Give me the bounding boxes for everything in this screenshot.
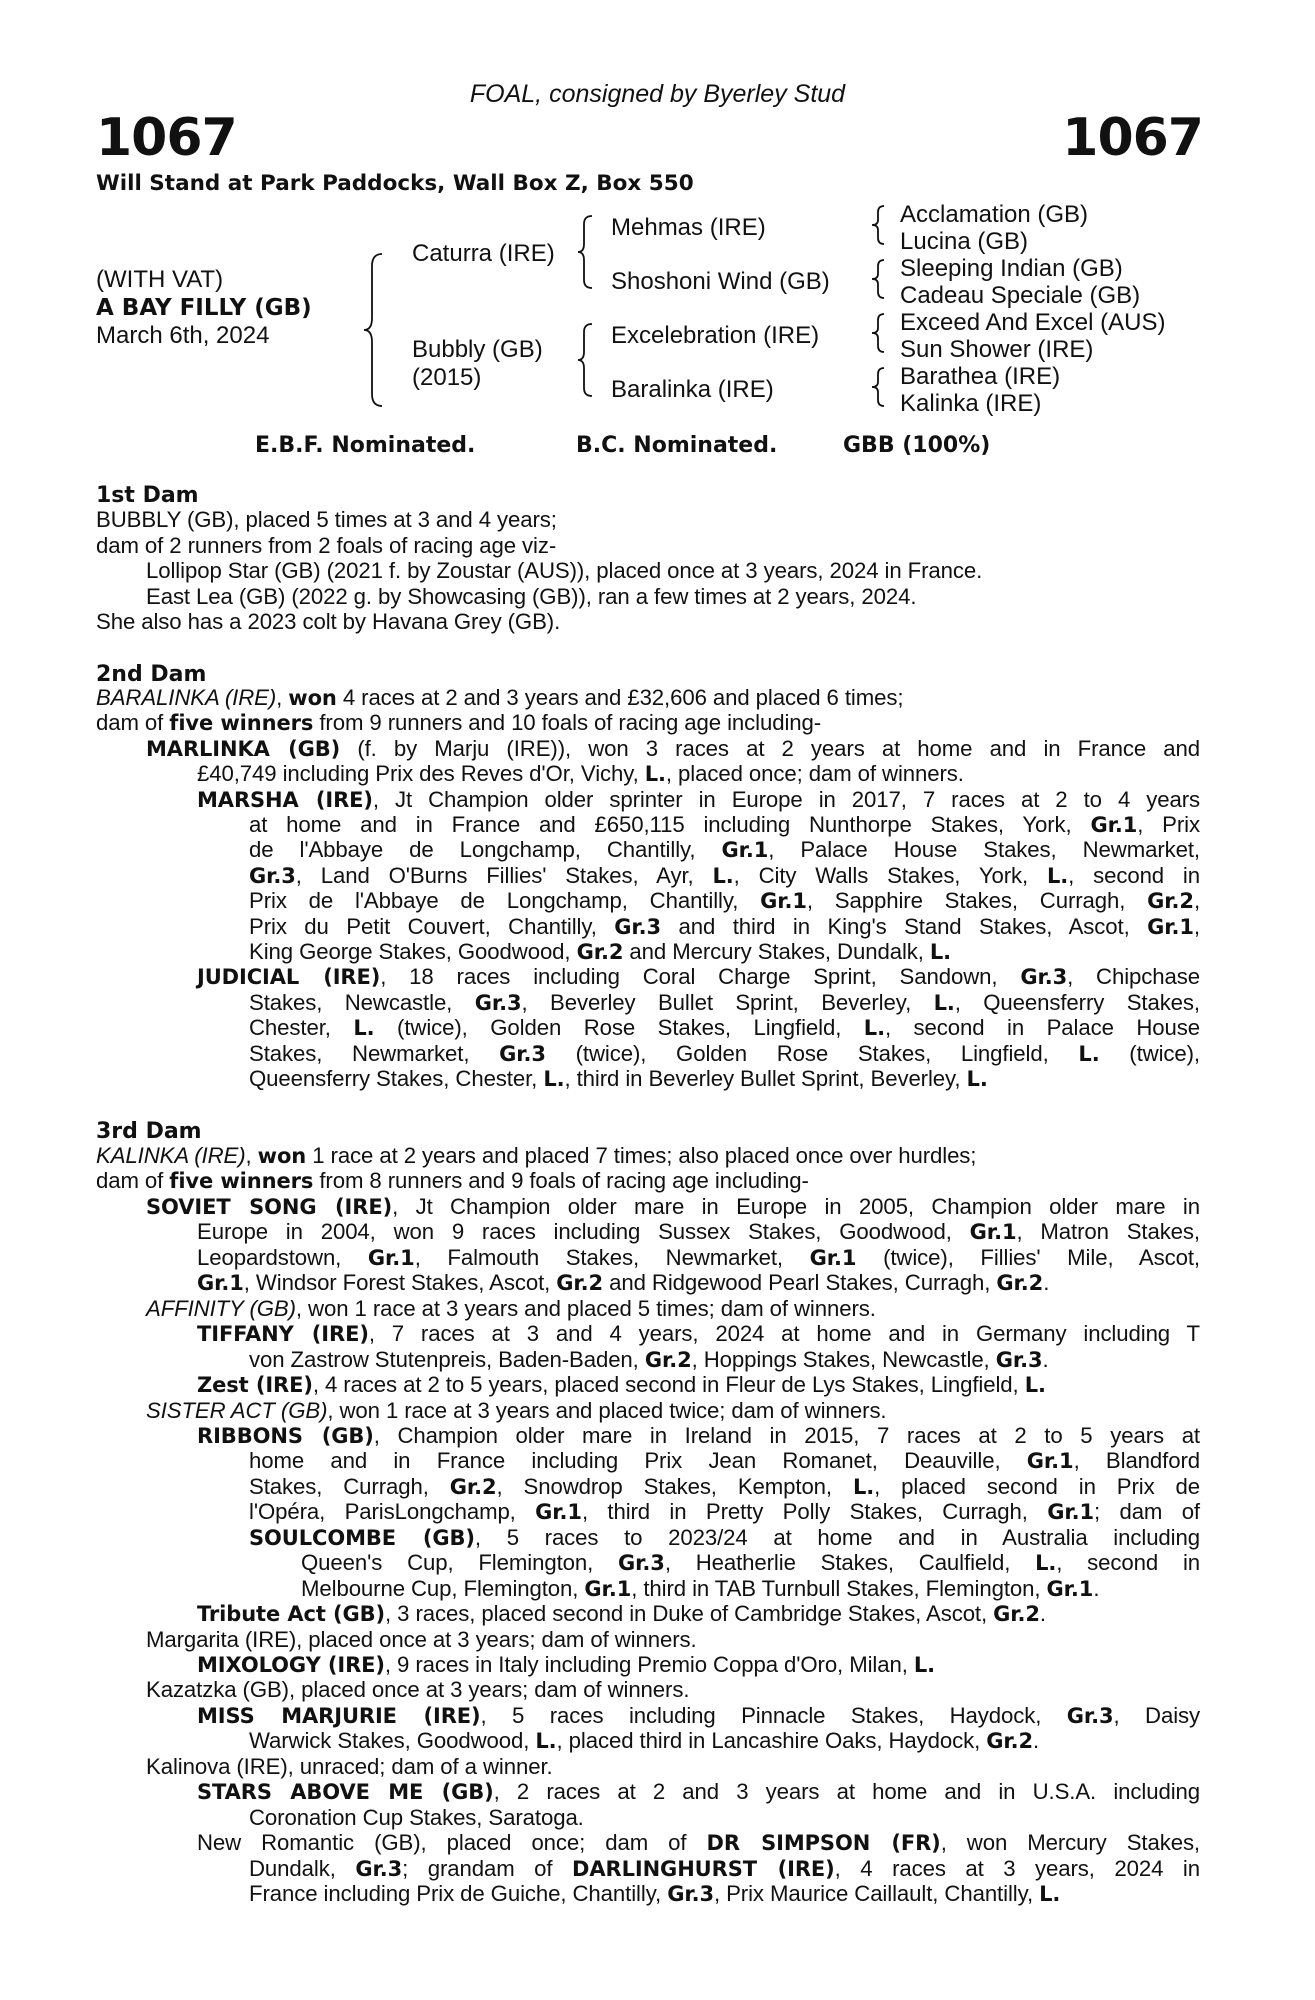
pedigree-line: Zest (IRE), 4 races at 2 to 5 years, placed second in Fleur de Lys Stakes, Lingfield, L. xyxy=(197,1372,1046,1398)
pedigree-g5: Exceed And Excel (AUS) xyxy=(900,309,1166,336)
lot-number-left: 1067 xyxy=(96,108,237,168)
pedigree-line: East Lea (GB) (2022 g. by Showcasing (GB)), ran a few times at 2 years, 2024. xyxy=(146,583,917,609)
pedigree-line: Kazatzka (GB), placed once at 3 years; dam of winners. xyxy=(146,1677,690,1703)
pedigree-line: MARSHA (IRE), Jt Champion older sprinter in Europe in 2017, 7 races at 2 to 4 years xyxy=(197,786,1200,812)
pedigree-line: dam of five winners from 8 runners and 9 foals of racing age including- xyxy=(96,1168,809,1194)
pedigree-line: MISS MARJURIE (IRE), 5 races including Pinnacle Stakes, Haydock, Gr.3, Daisy xyxy=(197,1702,1201,1728)
first-dam-heading: 1st Dam xyxy=(96,483,199,508)
pedigree-line: Chester, L. (twice), Golden Rose Stakes, Lingfield, L., second in Palace House xyxy=(249,1015,1201,1041)
pedigree-line: £40,749 including Prix des Reves d'Or, Vichy, L., placed once; dam of winners. xyxy=(197,761,964,787)
pedigree-line: BUBBLY (GB), placed 5 times at 3 and 4 years; xyxy=(96,507,557,532)
pedigree-g8: Kalinka (IRE) xyxy=(900,390,1042,417)
pedigree-line: Coronation Cup Stakes, Saratoga. xyxy=(249,1804,584,1830)
pedigree-line: SOULCOMBE (GB), 5 races to 2023/24 at home and in Australia including xyxy=(249,1524,1200,1550)
gbb-note: GBB (100%) xyxy=(843,433,991,458)
ebf-nomination: E.B.F. Nominated. xyxy=(255,433,476,458)
pedigree-bracket-dam xyxy=(578,322,602,402)
pedigree-line: Stakes, Newmarket, Gr.3 (twice), Golden Rose Stakes, Lingfield, L. (twice), xyxy=(249,1040,1200,1066)
pedigree-line: von Zastrow Stutenpreis, Baden-Baden, Gr.2, Hoppings Stakes, Newcastle, Gr.3. xyxy=(249,1346,1049,1372)
pedigree-line: Warwick Stakes, Goodwood, L., placed third in Lancashire Oaks, Haydock, Gr.2. xyxy=(249,1728,1040,1754)
pedigree-line: Prix du Petit Couvert, Chantilly, Gr.3 and third in King's Stand Stakes, Ascot, Gr.1, xyxy=(249,913,1200,939)
foaling-date: March 6th, 2024 xyxy=(96,322,270,349)
pedigree-line: dam of five winners from 9 runners and 10 foals of racing age including- xyxy=(96,710,822,736)
pedigree-line: Queen's Cup, Flemington, Gr.3, Heatherlie Stakes, Caulfield, L., second in xyxy=(301,1550,1201,1576)
pedigree-g3: Sleeping Indian (GB) xyxy=(900,255,1123,282)
pedigree-bracket-g3 xyxy=(872,312,890,356)
pedigree-line: at home and in France and £650,115 including Nunthorpe Stakes, York, Gr.1, Prix xyxy=(249,812,1200,837)
pedigree-line: Leopardstown, Gr.1, Falmouth Stakes, Newmarket, Gr.1 (twice), Fillies' Mile, Ascot, xyxy=(197,1244,1200,1270)
pedigree-line: King George Stakes, Goodwood, Gr.2 and Mercury Stakes, Dundalk, L. xyxy=(249,939,952,964)
pedigree-dam: Bubbly (GB) xyxy=(412,336,543,363)
pedigree-line: STARS ABOVE ME (GB), 2 races at 2 and 3 years at home and in U.S.A. including xyxy=(197,1779,1201,1805)
pedigree-line: Prix de l'Abbaye de Longchamp, Chantilly, Gr.1, Sapphire Stakes, Curragh, Gr.2, xyxy=(249,888,1201,914)
pedigree-sire-dam: Shoshoni Wind (GB) xyxy=(611,268,830,295)
pedigree-line: Lollipop Star (GB) (2021 f. by Zoustar (AUS)), placed once at 3 years, 2024 in France. xyxy=(146,558,983,584)
pedigree-line: Melbourne Cup, Flemington, Gr.1, third in TAB Turnbull Stakes, Flemington, Gr.1. xyxy=(301,1575,1100,1601)
pedigree-line: MARLINKA (GB) (f. by Marju (IRE)), won 3 races at 2 years at home and in France and xyxy=(146,735,1200,761)
pedigree-line: MIXOLOGY (IRE), 9 races in Italy including Premio Coppa d'Oro, Milan, L. xyxy=(197,1652,936,1677)
pedigree-line: Dundalk, Gr.3; grandam of DARLINGHURST (IRE), 4 races at 3 years, 2024 in xyxy=(249,1855,1200,1881)
pedigree-line: RIBBONS (GB), Champion older mare in Ireland in 2015, 7 races at 2 to 5 years at xyxy=(197,1422,1200,1448)
pedigree-line: dam of 2 runners from 2 foals of racing age viz- xyxy=(96,532,557,558)
pedigree-g7: Barathea (IRE) xyxy=(900,363,1061,390)
pedigree-line: SOVIET SONG (IRE), Jt Champion older mare in Europe in 2005, Champion older mare in xyxy=(146,1193,1200,1219)
pedigree-line: France including Prix de Guiche, Chantilly, Gr.3, Prix Maurice Caillault, Chantilly, L. xyxy=(249,1881,1061,1907)
horse-name: A BAY FILLY (GB) xyxy=(96,295,312,321)
pedigree-line: Stakes, Newcastle, Gr.3, Beverley Bullet Sprint, Beverley, L., Queensferry Stakes, xyxy=(249,989,1200,1015)
pedigree-line: BARALINKA (IRE), won 4 races at 2 and 3 years and £32,606 and placed 6 times; xyxy=(96,685,904,710)
vat-note: (WITH VAT) xyxy=(96,266,224,293)
pedigree-bracket-sire xyxy=(578,214,602,294)
consignment-line: FOAL, consigned by Byerley Stud xyxy=(469,80,846,108)
pedigree-line: Kalinova (IRE), unraced; dam of a winner. xyxy=(146,1753,553,1779)
second-dam-heading: 2nd Dam xyxy=(96,662,207,687)
lot-number-right: 1067 xyxy=(1062,108,1203,168)
pedigree-line: KALINKA (IRE), won 1 race at 2 years and placed 7 times; also placed once over hurdles; xyxy=(96,1143,977,1168)
bc-nomination: B.C. Nominated. xyxy=(576,433,778,458)
pedigree-line: Stakes, Curragh, Gr.2, Snowdrop Stakes, Kempton, L., placed second in Prix de xyxy=(249,1473,1200,1499)
pedigree-line: de l'Abbaye de Longchamp, Chantilly, Gr.1, Palace House Stakes, Newmarket, xyxy=(249,837,1200,863)
pedigree-bracket-g4 xyxy=(872,366,890,410)
pedigree-bracket-g1 xyxy=(872,204,890,248)
pedigree-line: She also has a 2023 colt by Havana Grey (GB). xyxy=(96,609,561,635)
pedigree-line: TIFFANY (IRE), 7 races at 3 and 4 years, 2024 at home and in Germany including T xyxy=(197,1321,1200,1347)
pedigree-g1: Acclamation (GB) xyxy=(900,201,1089,228)
pedigree-line: home and in France including Prix Jean Romanet, Deauville, Gr.1, Blandford xyxy=(249,1448,1200,1474)
pedigree-g2: Lucina (GB) xyxy=(900,228,1029,255)
pedigree-line: New Romantic (GB), placed once; dam of DR SIMPSON (FR), won Mercury Stakes, xyxy=(197,1830,1200,1856)
pedigree-g4: Cadeau Speciale (GB) xyxy=(900,282,1141,309)
pedigree-line: Gr.3, Land O'Burns Fillies' Stakes, Ayr, L., City Walls Stakes, York, L., second in xyxy=(249,862,1200,888)
pedigree-line: Tribute Act (GB), 3 races, placed second in Duke of Cambridge Stakes, Ascot, Gr.2. xyxy=(197,1601,1046,1627)
pedigree-line: SISTER ACT (GB), won 1 race at 3 years and placed twice; dam of winners. xyxy=(146,1397,887,1423)
third-dam-heading: 3rd Dam xyxy=(96,1119,202,1144)
pedigree-dam-dam: Baralinka (IRE) xyxy=(611,376,774,403)
pedigree-line: Europe in 2004, won 9 races including Sussex Stakes, Goodwood, Gr.1, Matron Stakes, xyxy=(197,1219,1200,1245)
pedigree-g6: Sun Shower (IRE) xyxy=(900,336,1094,363)
pedigree-line: Margarita (IRE), placed once at 3 years; dam of winners. xyxy=(146,1626,697,1652)
pedigree-line: AFFINITY (GB), won 1 race at 3 years and placed 5 times; dam of winners. xyxy=(146,1295,876,1321)
pedigree-line: l'Opéra, ParisLongchamp, Gr.1, third in Pretty Polly Stakes, Curragh, Gr.1; dam of xyxy=(249,1499,1201,1525)
pedigree-sire-sire: Mehmas (IRE) xyxy=(611,214,766,241)
pedigree-line: JUDICIAL (IRE), 18 races including Coral Charge Sprint, Sandown, Gr.3, Chipchase xyxy=(197,964,1200,990)
pedigree-bracket-main xyxy=(364,252,394,412)
pedigree-sire: Caturra (IRE) xyxy=(412,240,555,267)
pedigree-dam-year: (2015) xyxy=(412,364,482,391)
pedigree-line: Gr.1, Windsor Forest Stakes, Ascot, Gr.2 and Ridgewood Pearl Stakes, Curragh, Gr.2. xyxy=(197,1270,1050,1296)
pedigree-line: Queensferry Stakes, Chester, L., third in Beverley Bullet Sprint, Beverley, L. xyxy=(249,1066,988,1091)
pedigree-dam-sire: Excelebration (IRE) xyxy=(611,322,820,349)
pedigree-bracket-g2 xyxy=(872,258,890,302)
stand-location: Will Stand at Park Paddocks, Wall Box Z, Box 550 xyxy=(96,171,694,196)
